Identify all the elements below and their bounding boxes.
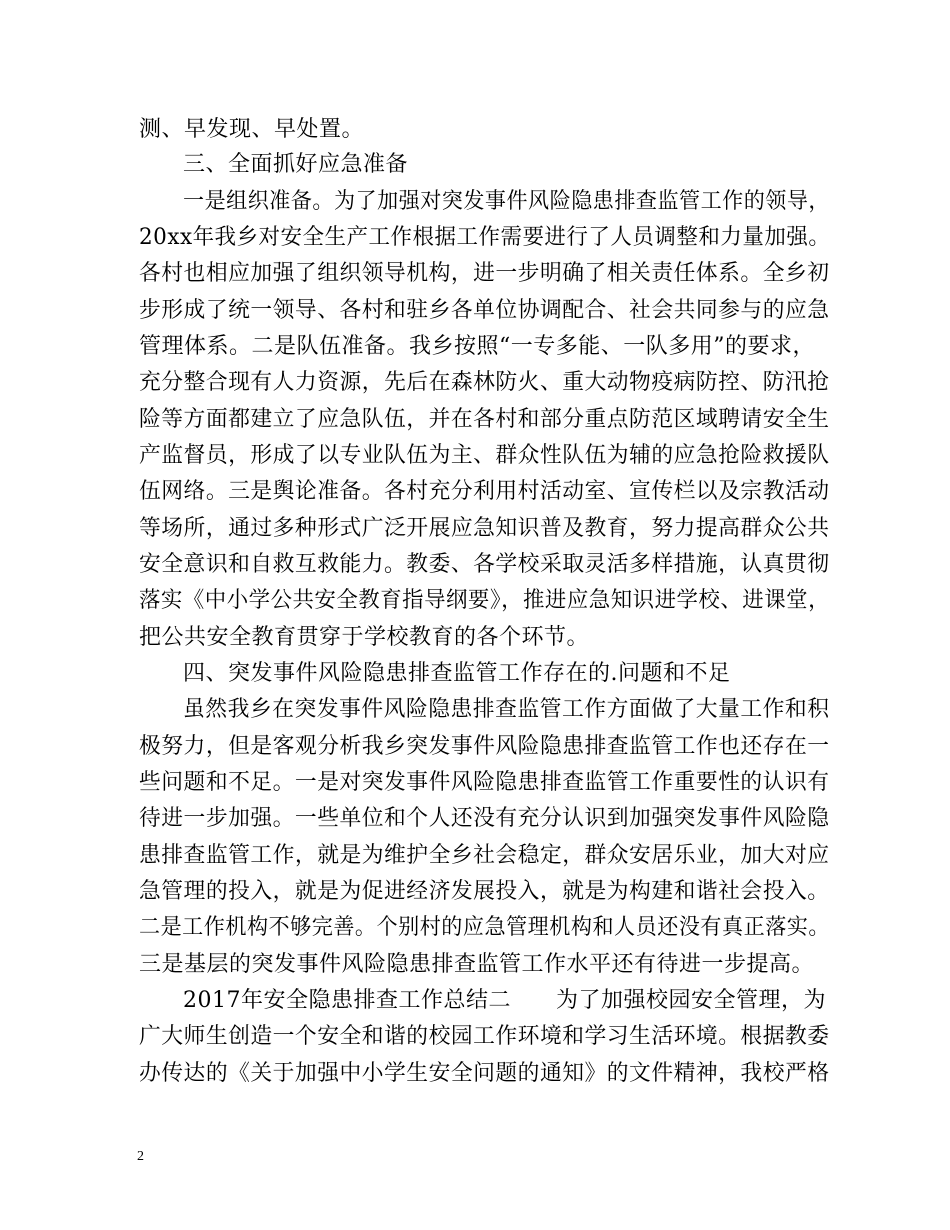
text-line: 待进一步加强。一些单位和个人还没有充分认识到加强突发事件风险隐 <box>139 806 830 831</box>
text-line: 广大师生创造一个安全和谐的校园工作环境和学习生活环境。根据教委 <box>139 1024 830 1049</box>
text-line: 步形成了统一领导、各村和驻乡各单位协调配合、社会共同参与的应急 <box>139 298 830 323</box>
text-line: 一是组织准备。为了加强对突发事件风险隐患排查监管工作的领导， <box>183 189 831 214</box>
text-line: 把公共安全教育贯穿于学校教育的各个环节。 <box>139 625 590 650</box>
text-line: 急管理的投入，就是为促进经济发展投入，就是为构建和谐社会投入。 <box>139 879 830 904</box>
text-line: 三是基层的突发事件风险隐患排查监管工作水平还有待进一步提高。 <box>139 952 815 977</box>
text-line: 安全意识和自救互救能力。教委、各学校采取灵活多样措施，认真贯彻 <box>139 552 830 577</box>
text-line: 极努力，但是客观分析我乡突发事件风险隐患排查监管工作也还存在一 <box>139 734 830 759</box>
text-line: 患排查监管工作，就是为维护全乡社会稳定，群众安居乐业，加大对应 <box>139 843 830 868</box>
text-line: 2017年安全隐患排查工作总结二 为了加强校园安全管理，为 <box>183 988 826 1013</box>
text-line: 险等方面都建立了应急队伍，并在各村和部分重点防范区域聘请安全生 <box>139 407 830 432</box>
text-line: 等场所，通过多种形式广泛开展应急知识普及教育，努力提高群众公共 <box>139 516 830 541</box>
text-line: 产监督员，形成了以专业队伍为主、群众性队伍为辅的应急抢险救援队 <box>139 443 830 468</box>
text-line: 管理体系。二是队伍准备。我乡按照“一专多能、一队多用”的要求， <box>139 334 815 359</box>
page-number: 2 <box>137 1149 144 1164</box>
text-line: 20xx年我乡对安全生产工作根据工作需要进行了人员调整和力量加强。 <box>139 225 831 250</box>
text-line: 办传达的《关于加强中小学生安全问题的通知》的文件精神，我校严格 <box>139 1061 830 1086</box>
text-line: 虽然我乡在突发事件风险隐患排查监管工作方面做了大量工作和积 <box>183 697 830 722</box>
text-line: 充分整合现有人力资源，先后在森林防火、重大动物疫病防控、防汛抢 <box>139 370 830 395</box>
section-heading: 三、全面抓好应急准备 <box>183 152 409 177</box>
section-heading: 四、突发事件风险隐患排查监管工作存在的.问题和不足 <box>183 661 731 686</box>
text-line: 些问题和不足。一是对突发事件风险隐患排查监管工作重要性的认识有 <box>139 770 830 795</box>
text-line: 二是工作机构不够完善。个别村的应急管理机构和人员还没有真正落实。 <box>139 915 830 940</box>
text-line: 伍网络。三是舆论准备。各村充分利用村活动室、宣传栏以及宗教活动 <box>139 479 830 504</box>
text-line: 各村也相应加强了组织领导机构，进一步明确了相关责任体系。全乡初 <box>139 261 830 286</box>
text-line: 落实《中小学公共安全教育指导纲要》，推进应急知识进学校、进课堂， <box>139 588 831 613</box>
text-line: 测、早发现、早处置。 <box>139 117 365 142</box>
